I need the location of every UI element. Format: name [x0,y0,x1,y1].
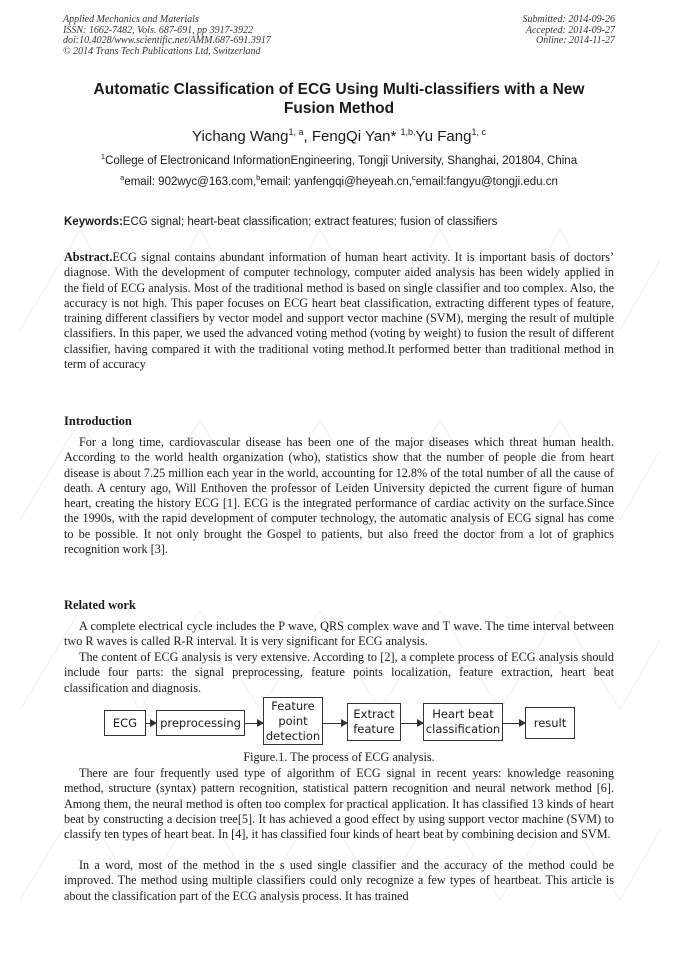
email-link[interactable]: email: yanfengqi@heyeah.cn, [260,176,413,188]
email-link[interactable]: email:fangyu@tongji.edu.cn [415,176,558,188]
keywords-label: Keywords: [64,216,123,228]
author-name: FengQi Yan* [311,128,397,145]
author-name: Yu Fang [415,128,472,145]
abstract-label: Abstract. [64,250,113,264]
figure-caption: Figure.1. The process of ECG analysis. [243,750,435,764]
flow-arrow [146,723,156,724]
flow-step-feature-point-detection: Feature point detection [263,697,323,745]
flow-arrow [245,723,263,724]
email-link[interactable]: email: 902wyc@163.com, [124,176,257,188]
flow-arrow [503,723,525,724]
abstract-text: ECG signal contains abundant information of human heart activity. It is important basis of doctors’ diagnose. With the development of computer technology, computer aided analysis has been widely applied in the field of ECG analysis. Most of the traditional method is based on single classifier and too complex. Also, the accuracy is not high. This paper focuses on ECG heart beat classification, extracting different types of feature, training different classifiers by vector model and support vector machine (SVM), merging the result of multiple classifiers. In this paper, we used the advanced voting method (voting by weight) to fusion the result of different classifier, having compared it with the traditional voting method.It performed better than traditional method in term of accuracy [64,250,614,372]
body-paragraph: There are four frequently used type of algorithm of ECG signal in recent years: knowledge reasoning method, structure (syntax) pattern recognition, statistical pattern recognition and neural network method [6]. Among them, the neural method is often too complex for practical application. It has classified 13 kinds of heart beat by constructing a decision tree[5]. It has achieved a good effect by using support vector machine (SVM) to classify ten types of heart beat. In [4], it has classified four kinds of heart beat by combining decision and SVM. [64,766,614,842]
related-work-paragraph: A complete electrical cycle includes the P wave, QRS complex wave and T wave. The time interval between two R waves is called R-R interval. It is very significant for ECG analysis. [64,619,614,649]
introduction-paragraph: For a long time, cardiovascular disease has been one of the major diseases which threat human health. According to the world health organization (who), statistics show that the number of people die from heart disease is about 7.25 million each year in the world, accounting for 12.8% of the total number of all the cause of death. A century ago, Will Enthoven the professor of Leiden University depicted the current figure of human heart, creating the history ECG [1]. ECG is the integrated performance of cardiac activity on the surface.Since the 1990s, with the rapid development of computer technology, the automatic analysis of ECG signal has come to be possible. It not only brought the Gospel to patients, but also freed the doctor from a lot of graphics recognition work [3]. [64,435,614,557]
date-online: Online: 2014-11-27 [536,35,615,47]
journal-header [63,15,271,57]
paper-title: Automatic Classification of ECG Using Multi-classifiers with a New Fusion Method [93,81,585,117]
author-name: Yichang Wang [192,128,289,145]
date-submitted: Submitted: 2014-09-26 [522,14,615,25]
flow-step-ecg: ECG [104,710,146,736]
flow-arrow [401,723,423,724]
date-accepted: Accepted: 2014-09-27 [525,24,615,36]
author-list: Yichang Wang$^{1, a}$, FengQi Yan* $^{1,b,}$Yu Fang$^{1, c}$ [192,127,486,145]
affiliation: $^1$College of Electronicand InformationEngineering, Tongji University, Shanghai, 201804, China [100,152,578,167]
journal-doi: doi:10.4028/www.scientific.net/AMM.687-691.3917 [63,35,271,47]
journal-issn: ISSN: 1662-7482, Vols. 687-691, pp 3917-3922 [63,24,253,36]
related-work-paragraph: The content of ECG analysis is very extensive. According to [2], a complete process of ECG analysis should include four parts: the signal preprocessing, feature points localization, feature extraction, heart beat classification and diagnosis. [64,650,614,695]
journal-copyright: © 2014 Trans Tech Publications Ltd, Switzerland [63,45,261,57]
section-heading-introduction: Introduction [64,414,132,428]
email-list: $^a$email: 902wyc@163.com,$^b$email: yanfengqi@heyeah.cn,$^c$email:fangyu@tongji.edu.cn [120,173,558,188]
flow-step-heart-beat-classification: Heart beat classification [423,703,503,741]
section-heading-related-work: Related work [64,598,136,612]
journal-name: Applied Mechanics and Materials [63,14,199,25]
body-paragraph: In a word, most of the method in the s used single classifier and the accuracy of the method could be improved. The method using multiple classifiers could only recognize a few types of heartbeat. This article is about the classification part of the ECG analysis process. It has trained [64,858,614,903]
keywords-text: ECG signal; heart-beat classification; extract features; fusion of classifiers [122,216,498,228]
ecg-process-flowchart [0,697,678,747]
flow-arrow [323,723,347,724]
keywords [64,214,497,230]
abstract [64,250,614,372]
author-sup: 1, c [471,127,486,137]
author-sup: 1,b, [400,127,416,137]
flow-step-result: result [525,707,575,739]
flow-step-extract-feature: Extract feature [347,703,401,741]
submission-dates [523,15,616,47]
flow-step-preprocessing: preprocessing [156,710,245,736]
author-sup: 1, a [288,127,304,137]
